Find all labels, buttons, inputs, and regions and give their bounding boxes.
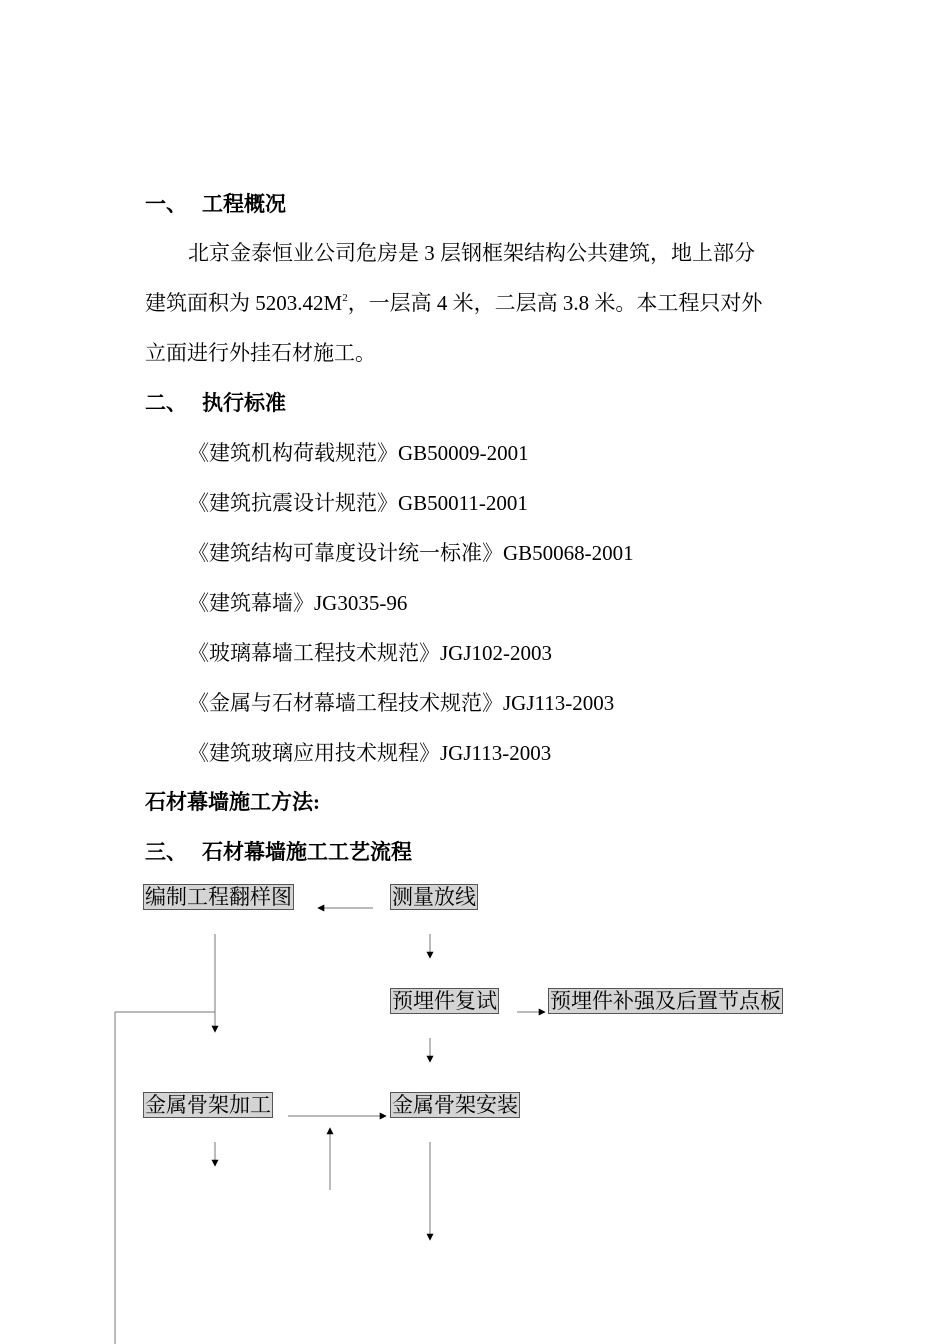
method-heading: 石材幕墙施工方法: [145, 790, 320, 814]
section2-title: 执行标准 [202, 391, 286, 415]
standard-item: 《建筑抗震设计规范》GB50011-2001 [188, 491, 528, 515]
standard-item: 《建筑幕墙》JG3035-96 [188, 591, 408, 615]
flow-box-embed-reinforce: 预埋件补强及后置节点板 [550, 989, 781, 1013]
standard-item: 《建筑玻璃应用技术规程》JGJ113-2003 [188, 741, 552, 765]
section1-number: 一、 [145, 192, 187, 216]
section1-paragraph-line1: 北京金泰恒业公司危房是 3 层钢框架结构公共建筑，地上部分 [188, 241, 755, 265]
standard-item: 《建筑机构荷载规范》GB50009-2001 [188, 441, 529, 465]
section3-number: 三、 [145, 840, 187, 864]
superscript-2: 2 [342, 292, 348, 304]
flow-box-survey: 测量放线 [392, 885, 476, 909]
section2-number: 二、 [145, 391, 187, 415]
standard-item: 《金属与石材幕墙工程技术规范》JGJ113-2003 [188, 691, 615, 715]
flow-box-frame-install: 金属骨架安装 [392, 1093, 518, 1117]
section1-paragraph-line2: 建筑面积为 $5203.42M^2$，一层高 4 米，二层高 3.8 米。本工程只对外 [145, 291, 763, 315]
flow-box-frame-fabrication: 金属骨架加工 [145, 1093, 271, 1117]
section3-title: 石材幕墙施工工艺流程 [202, 840, 412, 864]
flow-box-embed-retest: 预埋件复试 [392, 989, 497, 1013]
standard-item: 《建筑结构可靠度设计统一标准》GB50068-2001 [188, 541, 634, 565]
section1-title: 工程概况 [202, 192, 286, 216]
section1-paragraph-line3: 立面进行外挂石材施工。 [145, 341, 376, 365]
flow-box-shop-drawing: 编制工程翻样图 [145, 885, 292, 909]
standard-item: 《玻璃幕墙工程技术规范》JGJ102-2003 [188, 641, 553, 665]
